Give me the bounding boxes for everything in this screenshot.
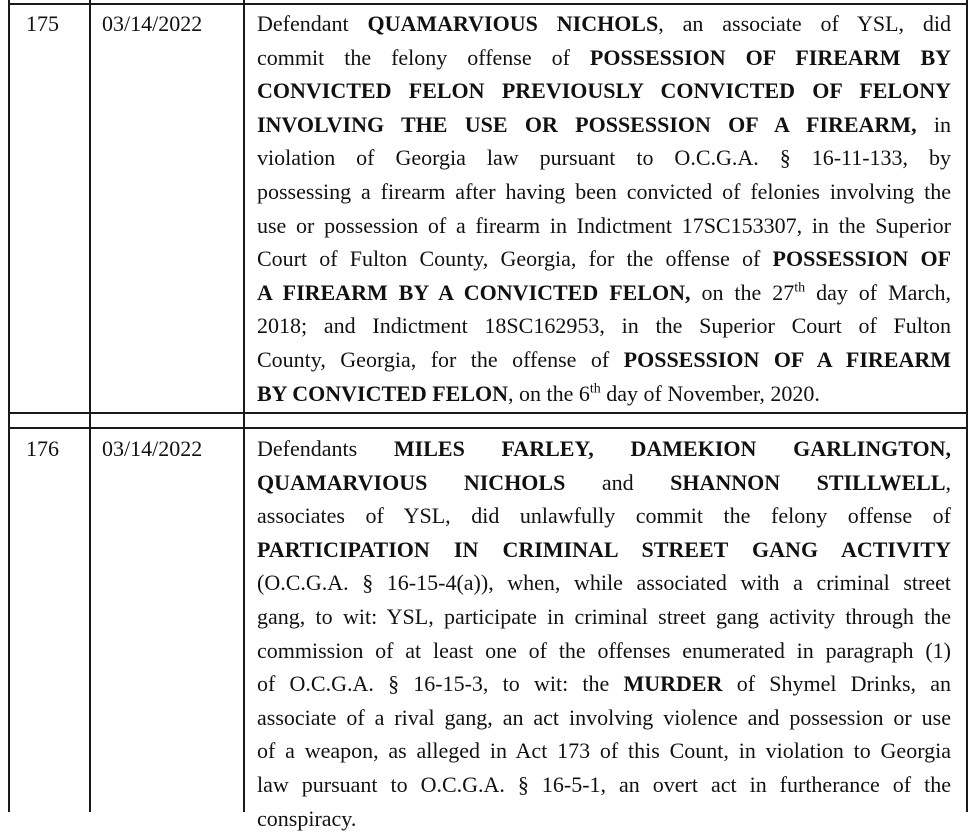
text-line (257, 701, 951, 735)
bold-text: BY CONVICTED FELON (257, 380, 508, 406)
text-line (257, 533, 951, 567)
row-number: 176 (26, 436, 59, 461)
table-border-left (8, 0, 10, 812)
text-run: Defendant (257, 11, 368, 36)
bold-text: POSSESSION OF (772, 246, 952, 272)
text-run: of Shymel Drinks, an (722, 671, 952, 697)
bold-text: MILES FARLEY, DAMEKION GARLINGTON, (393, 436, 951, 461)
table-divider-date (243, 0, 245, 812)
text-line (257, 175, 951, 209)
text-run: County, Georgia, for the offense of (257, 346, 624, 372)
table-border-right (966, 0, 968, 812)
text-run: gang, to wit: YSL, participate in criminal street gang activity through the (257, 603, 951, 629)
text-run: day of November, 2020. (600, 380, 820, 406)
text-run: in (916, 111, 951, 137)
text-line (257, 600, 951, 634)
bold-text: CONVICTED FELON PREVIOUSLY CONVICTED OF FELONY (257, 78, 951, 104)
bold-text: QUAMARVIOUS NICHOLS (257, 469, 566, 495)
text-run: of O.C.G.A. § 16-15-3, to wit: the (257, 671, 624, 697)
text-run: on the 27 (690, 279, 795, 305)
bold-text: MURDER (623, 671, 723, 697)
text-run: law pursuant to O.C.G.A. § 16-5-1, an overt act in furtherance of the (257, 771, 951, 797)
bold-text: SHANNON STILLWELL (670, 469, 946, 495)
text-run: associates of YSL, did unlawfully commit the felony offense of (257, 503, 951, 529)
text-line (257, 768, 951, 802)
text-run: possessing a firearm after having been convicted of felonies involving the (257, 178, 951, 204)
text-run: 2018; and Indictment 18SC162953, in the Superior Court of Fulton (257, 313, 951, 339)
text-line (257, 466, 951, 500)
text-run: associate of a rival gang, an act involving violence and possession or use (257, 704, 951, 730)
row-text (257, 432, 951, 835)
row-text (257, 7, 951, 410)
row-number: 175 (26, 11, 59, 36)
text-run: day of March, (805, 279, 951, 305)
text-run: violation of Georgia law pursuant to O.C.G.A. § 16-11-133, by (257, 145, 951, 171)
row-date: 03/14/2022 (102, 436, 203, 461)
text-line (257, 566, 951, 600)
bold-text: PARTICIPATION IN CRIMINAL STREET GANG ACTIVITY (257, 536, 951, 562)
text-line (257, 209, 951, 243)
text-run: conspiracy. (257, 805, 357, 831)
text-line (257, 343, 951, 377)
text-line (257, 667, 951, 701)
text-line (257, 377, 951, 411)
text-line (257, 276, 951, 310)
bold-text: POSSESSION OF A FIREARM (623, 346, 951, 372)
table-rule-top (8, 3, 968, 5)
text-line (257, 108, 951, 142)
table-divider-number (89, 0, 91, 812)
text-run: , an associate of YSL, did (658, 11, 952, 36)
table-rule-row-start (8, 427, 968, 429)
text-line (257, 41, 951, 75)
text-line (257, 499, 951, 533)
text-run: , on the 6 (508, 380, 590, 406)
text-line (257, 309, 951, 343)
text-line (257, 141, 951, 175)
text-run: of a weapon, as alleged in Act 173 of this Count, in violation to Georgia (257, 738, 951, 764)
text-run: and (565, 469, 671, 495)
bold-text: QUAMARVIOUS NICHOLS (367, 11, 659, 36)
text-run: Defendants (257, 436, 394, 461)
text-line (257, 74, 951, 108)
text-run: (O.C.G.A. § 16-15-4(a)), when, while associated with a criminal street (257, 570, 951, 596)
text-line (257, 734, 951, 768)
bold-text: POSSESSION OF FIREARM BY (589, 44, 952, 70)
text-line (257, 802, 951, 835)
text-run: commit the felony offense of (257, 44, 590, 70)
text-run: use or possession of a firearm in Indictment 17SC153307, in the Superior (257, 212, 951, 238)
bold-text: A FIREARM BY A CONVICTED FELON, (257, 279, 691, 305)
row-date: 03/14/2022 (102, 11, 203, 36)
table-rule-row-end (8, 412, 968, 414)
text-line (257, 432, 951, 466)
bold-text: INVOLVING THE USE OR POSSESSION OF A FIREARM, (257, 111, 917, 137)
text-line (257, 242, 951, 276)
text-run: , (945, 469, 952, 495)
ordinal-suffix: th (589, 381, 601, 397)
text-line (257, 634, 951, 668)
text-run: commission of at least one of the offenses enumerated in paragraph (1) (257, 637, 951, 663)
text-line (257, 7, 951, 41)
text-run: Court of Fulton County, Georgia, for the offense of (257, 246, 773, 272)
ordinal-suffix: th (794, 280, 806, 296)
